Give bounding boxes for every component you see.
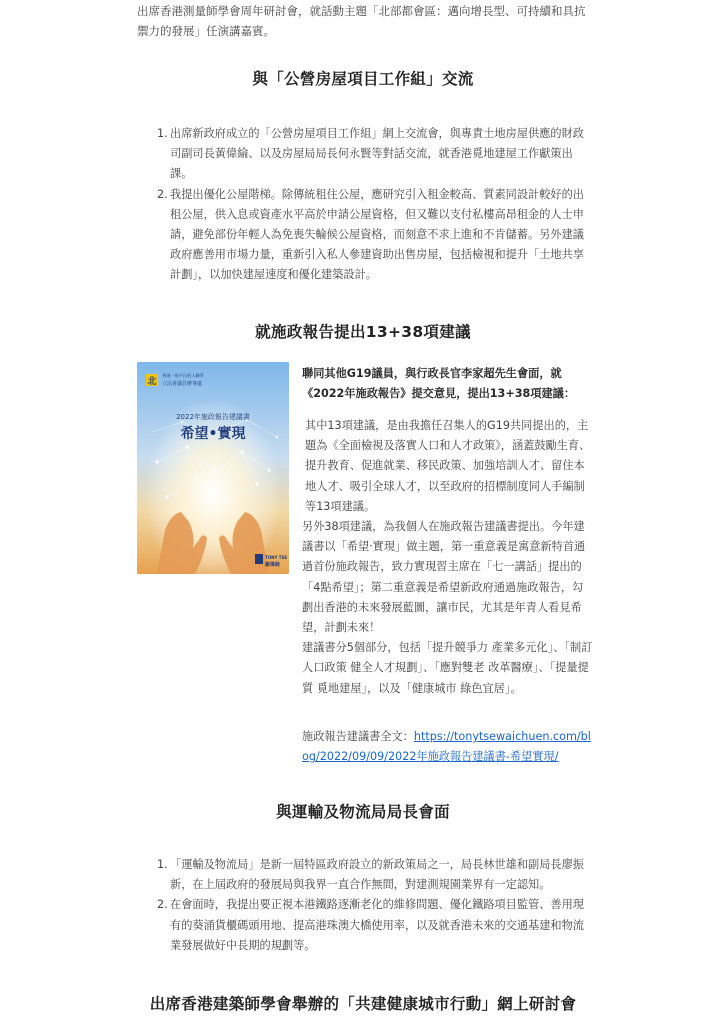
paragraph-five-parts: 建議書分5個部分，包括「提升競爭力 產業多元化」、「制訂人口政策 健全人才規劃」、「應對雙老 改革醫療」、「提量提質 覓地建屋」，以及「健康城市 綠色宜居」。 <box>302 641 593 695</box>
list-text: 我提出優化公屋階梯。除傳統租住公屋，應研究引入租金較高、質素同設計較好的出租公屋，供入息或資產水平高於申請公屋資格，但又難以支付私樓高昂租金的人士申請，避免部份年輕人為免喪失輪候公屋資格，而刻意不求上進和不肯儲蓄。另外建議政府應善用市場力量，重新引入私人參建資助出售房屋，包括檢視和提升「土地共享計劃」，以加快建屋速度和優化建築設計。 <box>170 187 584 282</box>
lead-text: 聯同其他G19議員，與行政長官李家超先生會面，就《2022年施政報告》提交意見，提出13+38項建議： <box>302 367 576 401</box>
list-item <box>137 185 591 286</box>
section-title-policy-address: 就施政報告提出13+38項建議 <box>255 323 471 341</box>
author-name-en: TONY TSE <box>265 555 288 560</box>
org-logo-text: 北 <box>147 377 157 387</box>
list-number: 1. <box>157 858 168 871</box>
policy-address-body <box>302 416 594 699</box>
section-title-architects-seminar: 出席香港建築師學會舉辦的「共建健康城市行動」網上研討會 <box>149 995 577 1013</box>
cover-illustration <box>137 362 289 574</box>
full-text-link-block <box>302 727 594 767</box>
org-line-1: 香港一般平民的人聯系 <box>162 373 204 378</box>
cover-title: 希望•實現 <box>180 426 246 442</box>
paragraph-38-proposals: 另外38項建議，為我個人在施政報告建議書提出。今年建議書以「希望·實現」做主題，第一重意義是寓意新特首通過首份施政報告，致力實現習主席在「七一講話」提出的「4點希望」；第二重意義是希望新政府通過施政報告，勾劃出香港的未來發展藍圖，讓市民，尤其是年青人看見希望，計劃未來！ <box>302 520 586 635</box>
intro-paragraph: 出席香港測量師學會周年研討會，就話動主題「北部都會區：邁向增長型、可持續和具抗禦力的發展」任演講嘉賓。 <box>137 4 586 38</box>
list-text: 出席新政府成立的「公營房屋項目工作組」網上交流會，與專責土地房屋供應的財政司副司長黃偉綸、以及房屋局局長何永賢等對話交流，就香港覓地建屋工作獻策出課。 <box>170 127 584 181</box>
housing-list <box>137 124 591 286</box>
policy-address-cover-image <box>137 362 289 574</box>
list-item <box>137 895 591 956</box>
author-logo <box>255 554 263 564</box>
full-text-link[interactable]: https://tonytsewaichuen.com/blog/2022/09/09/2022年施政報告建議書-希望實現/ <box>302 730 591 764</box>
list-item <box>137 124 591 185</box>
section-title-transport: 與運輸及物流局局長會面 <box>276 803 450 821</box>
policy-address-lead <box>302 364 594 404</box>
list-text: 在會面時，我提出要正視本港鐵路逐漸老化的維修問題、優化鐵路項目監管、善用現有的葵涌貨櫃碼頭用地、提高港珠澳大橋使用率，以及就香港未來的交通基建和物流業發展做好中長期的規劃等。 <box>170 898 584 952</box>
section-title-housing: 與「公營房屋項目工作組」交流 <box>252 70 474 88</box>
list-number: 2. <box>157 898 168 912</box>
transport-list <box>137 855 591 956</box>
list-number: 2. <box>157 187 168 201</box>
cover-subtitle: 2022年施政報告建議書 <box>176 413 250 421</box>
full-text-label: 施政報告建議書全文： <box>302 730 414 743</box>
paragraph-13-proposals: 其中13項建議，是由我擔任召集人的G19共同提出的，主題為《全面檢視及落實人口和人才政策》，涵蓋鼓勵生育、提升教育、促進就業、移民政策、加強培訓人才、留住本地人才、吸引全球人才，以至政府的招標制度同人手編制等13項建議。 <box>305 419 591 513</box>
author-name-zh: 謝偉銓 <box>265 562 281 568</box>
org-line-2: 立法會議員辦事處 <box>162 381 203 387</box>
list-text: 「運輸及物流局」是新一屆特區政府設立的新政策局之一，局長林世雄和副局長廖振新，在上屆政府的發展局與我界一直合作無間，對建測規園業界有一定認知。 <box>170 858 584 892</box>
list-item <box>137 855 591 895</box>
list-number: 1. <box>157 127 168 140</box>
